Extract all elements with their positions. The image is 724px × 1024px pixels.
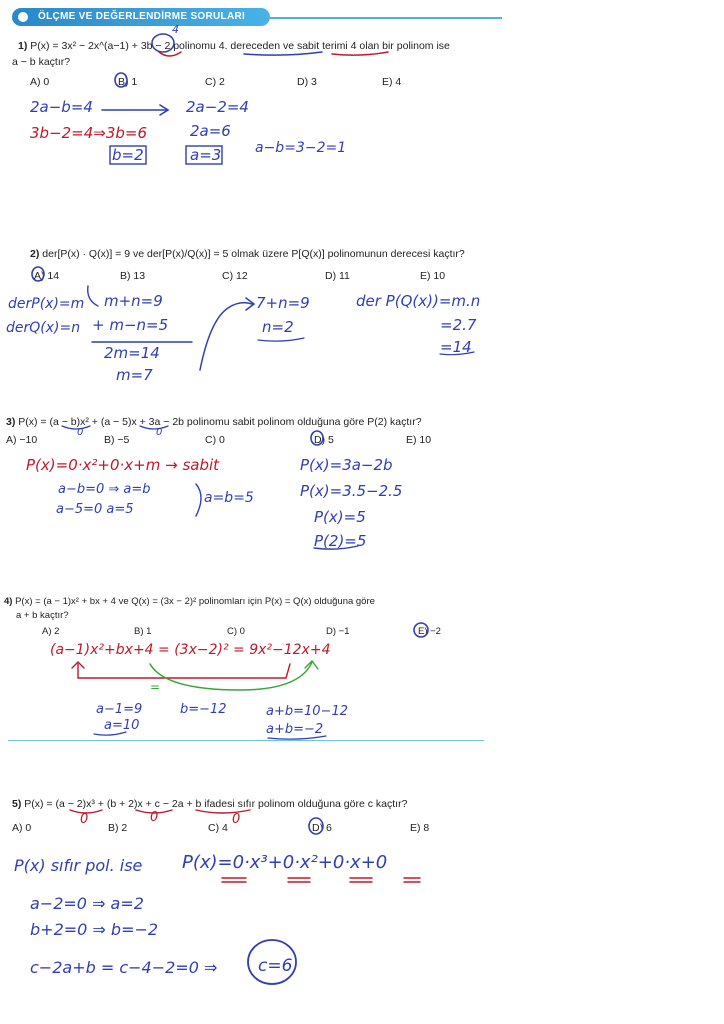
q2-arrow-left	[88, 286, 98, 306]
q3-work-1: P(x)=0·x²+0·x+m → sabit	[26, 456, 220, 474]
q5-work-5: c−2a+b = c−4−2=0 ⇒	[30, 958, 218, 977]
q3-work-6: P(x)=3.5−2.5	[300, 482, 403, 500]
question-4-number: 4)	[4, 596, 13, 607]
q2-work-3: m+n=9	[104, 292, 163, 310]
q1-box-a	[186, 146, 222, 164]
q1-work-3: b=2	[112, 146, 144, 164]
q2-option-d[interactable]: D) 11	[325, 270, 350, 282]
q5-work-1: P(x) sıfır pol. ise	[14, 856, 143, 875]
q1-exponent-mark: 4	[172, 23, 179, 36]
q2-work-1: derP(x)=m	[8, 296, 85, 312]
q1-answer-circle	[115, 73, 127, 87]
q2-work-9: der P(Q(x))=m.n	[356, 292, 481, 310]
question-3-text: P(x) = (a − b)x² + (a − 5)x + 3a − 2b polinomu sabit polinom olduğuna göre P(2) kaçtır?	[18, 416, 422, 428]
q1-work-2: 3b−2=4⇒3b=6	[30, 124, 148, 142]
q2-underline-n	[258, 338, 304, 341]
q5-option-d[interactable]: D) 6	[312, 822, 332, 834]
q2-work-2: derQ(x)=n	[6, 320, 81, 336]
q5-zero-mark-2: 0	[150, 810, 159, 825]
q3-underline-2	[140, 426, 168, 429]
q4-answer-circle	[414, 623, 428, 637]
q5-zero-mark-3: 0	[232, 812, 241, 827]
q3-option-c[interactable]: C) 0	[205, 434, 225, 446]
q5-option-a[interactable]: A) 0	[12, 822, 32, 834]
q1-option-a[interactable]: A) 0	[30, 76, 50, 88]
q3-work-2: a−b=0 ⇒ a=b	[58, 482, 151, 497]
q5-double-underline-3	[350, 878, 372, 882]
q4-underline-result	[268, 736, 326, 739]
q2-work-10: =2.7	[440, 316, 477, 334]
q2-work-6: m=7	[116, 366, 153, 384]
q1-option-e[interactable]: E) 4	[382, 76, 402, 88]
q2-option-a[interactable]: A) 14	[34, 270, 60, 282]
q4-option-a[interactable]: A) 2	[42, 626, 60, 637]
q1-exponent-circle	[152, 34, 174, 52]
q5-work-3: a−2=0 ⇒ a=2	[30, 894, 144, 913]
q5-double-underline-4	[404, 878, 420, 882]
q2-work-4: + m−n=5	[92, 316, 169, 334]
q5-option-e[interactable]: E) 8	[410, 822, 430, 834]
q4-green-arrow-head	[305, 661, 318, 669]
q2-work-5: 2m=14	[104, 344, 160, 362]
q4-option-b[interactable]: B) 1	[134, 626, 152, 637]
q4-green-connector	[150, 662, 312, 690]
q4-work-4: b=−12	[180, 702, 227, 717]
q3-work-3: a−5=0 a=5	[56, 502, 134, 517]
q1-work-5: 2a=6	[190, 122, 231, 140]
q4-work-3: a=10	[104, 718, 140, 733]
q2-option-b[interactable]: B) 13	[120, 270, 146, 282]
q3-zero-mark-2: 0	[156, 427, 163, 438]
q5-underline-2	[136, 810, 172, 813]
question-1-text: P(x) = 3x² − 2x^(a−1) + 3b − 2 polinomu 4. dereceden ve sabit terimi 4 olan bir polinom ise	[30, 40, 450, 52]
q5-option-c[interactable]: C) 4	[208, 822, 228, 834]
q1-underline-constant	[332, 52, 388, 55]
question-1-number: 1)	[18, 40, 28, 52]
q1-option-c[interactable]: C) 2	[205, 76, 225, 88]
q5-work-6: c=6	[258, 956, 293, 976]
q5-work-4: b+2=0 ⇒ b=−2	[30, 920, 159, 939]
question-2-text: der[P(x) · Q(x)] = 9 ve der[P(x)/Q(x)] = 5 olmak üzere P[Q(x)] polinomunun derecesi kaçtır?	[42, 248, 465, 260]
q4-equal-mark: =	[150, 680, 161, 694]
q4-underline-a	[94, 732, 126, 735]
q2-work-11: =14	[440, 338, 472, 356]
question-1-text-line2: a − b kaçtır?	[12, 56, 71, 68]
q5-double-underline-2	[288, 878, 310, 882]
section-title: ÖLÇME VE DEĞERLENDİRME SORULARI	[38, 11, 246, 22]
q4-work-5: a+b=10−12	[266, 704, 348, 719]
q1-work-6: a=3	[190, 146, 222, 164]
q1-underline-degree	[244, 52, 322, 55]
q3-zero-mark-1: 0	[77, 427, 84, 438]
q4-option-e[interactable]: E) −2	[418, 626, 441, 637]
q3-underline-1	[62, 426, 90, 429]
q3-option-b[interactable]: B) −5	[104, 434, 130, 446]
q4-work-1: (a−1)x²+bx+4 = (3x−2)² = 9x²−12x+4	[50, 642, 331, 658]
q5-result-circle	[248, 940, 296, 984]
q1-option-b[interactable]: B) 1	[118, 76, 138, 88]
q3-brace	[196, 484, 201, 516]
q5-underline-1	[70, 810, 102, 813]
q4-option-d[interactable]: D) −1	[326, 626, 350, 637]
question-4-text-line2: a + b kaçtır?	[16, 610, 69, 621]
q4-option-c[interactable]: C) 0	[227, 626, 245, 637]
q5-zero-mark-1: 0	[80, 812, 89, 827]
question-2-number: 2)	[30, 248, 40, 260]
q1-work-1: 2a−b=4	[30, 98, 93, 116]
q1-work-7: a−b=3−2=1	[255, 140, 347, 156]
q2-underline-result	[440, 352, 474, 355]
question-5-text: P(x) = (a − 2)x³ + (b + 2)x + c − 2a + b ifadesi sıfır polinom olduğuna göre c kaçtır?	[24, 798, 408, 810]
question-3-number: 3)	[6, 416, 16, 428]
q3-option-e[interactable]: E) 10	[406, 434, 432, 446]
question-4-text: P(x) = (a − 1)x² + bx + 4 ve Q(x) = (3x − 2)² polinomları için P(x) = Q(x) olduğuna göre	[15, 596, 375, 607]
q5-double-underline-1	[222, 878, 246, 882]
question-5-number: 5)	[12, 798, 22, 810]
q5-underline-3	[196, 810, 250, 813]
q1-option-d[interactable]: D) 3	[297, 76, 317, 88]
q3-work-4: a=b=5	[204, 490, 254, 506]
q2-option-c[interactable]: C) 12	[222, 270, 248, 282]
q3-answer-circle	[311, 431, 323, 445]
q4-work-6: a+b=−2	[266, 722, 324, 737]
q4-red-connector	[78, 664, 290, 678]
q1-box-b	[110, 146, 146, 164]
q1-work-4: 2a−2=4	[186, 98, 249, 116]
q2-work-8: n=2	[262, 318, 294, 336]
q3-work-7: P(x)=5	[314, 508, 366, 526]
q3-option-d[interactable]: D) 5	[314, 434, 334, 446]
q2-work-7: 7+n=9	[256, 294, 310, 312]
q5-answer-circle	[309, 818, 323, 834]
q3-work-8: P(2)=5	[314, 532, 367, 550]
q4-work-2: a−1=9	[96, 702, 143, 717]
q5-option-b[interactable]: B) 2	[108, 822, 128, 834]
q5-work-2: P(x)=0·x³+0·x²+0·x+0	[182, 852, 388, 873]
q2-answer-circle	[32, 267, 44, 281]
q2-curved-arrow	[200, 303, 252, 370]
q3-option-a[interactable]: A) −10	[6, 434, 38, 446]
q2-option-e[interactable]: E) 10	[420, 270, 446, 282]
q3-underline-result	[314, 546, 358, 549]
q3-work-5: P(x)=3a−2b	[300, 456, 393, 474]
